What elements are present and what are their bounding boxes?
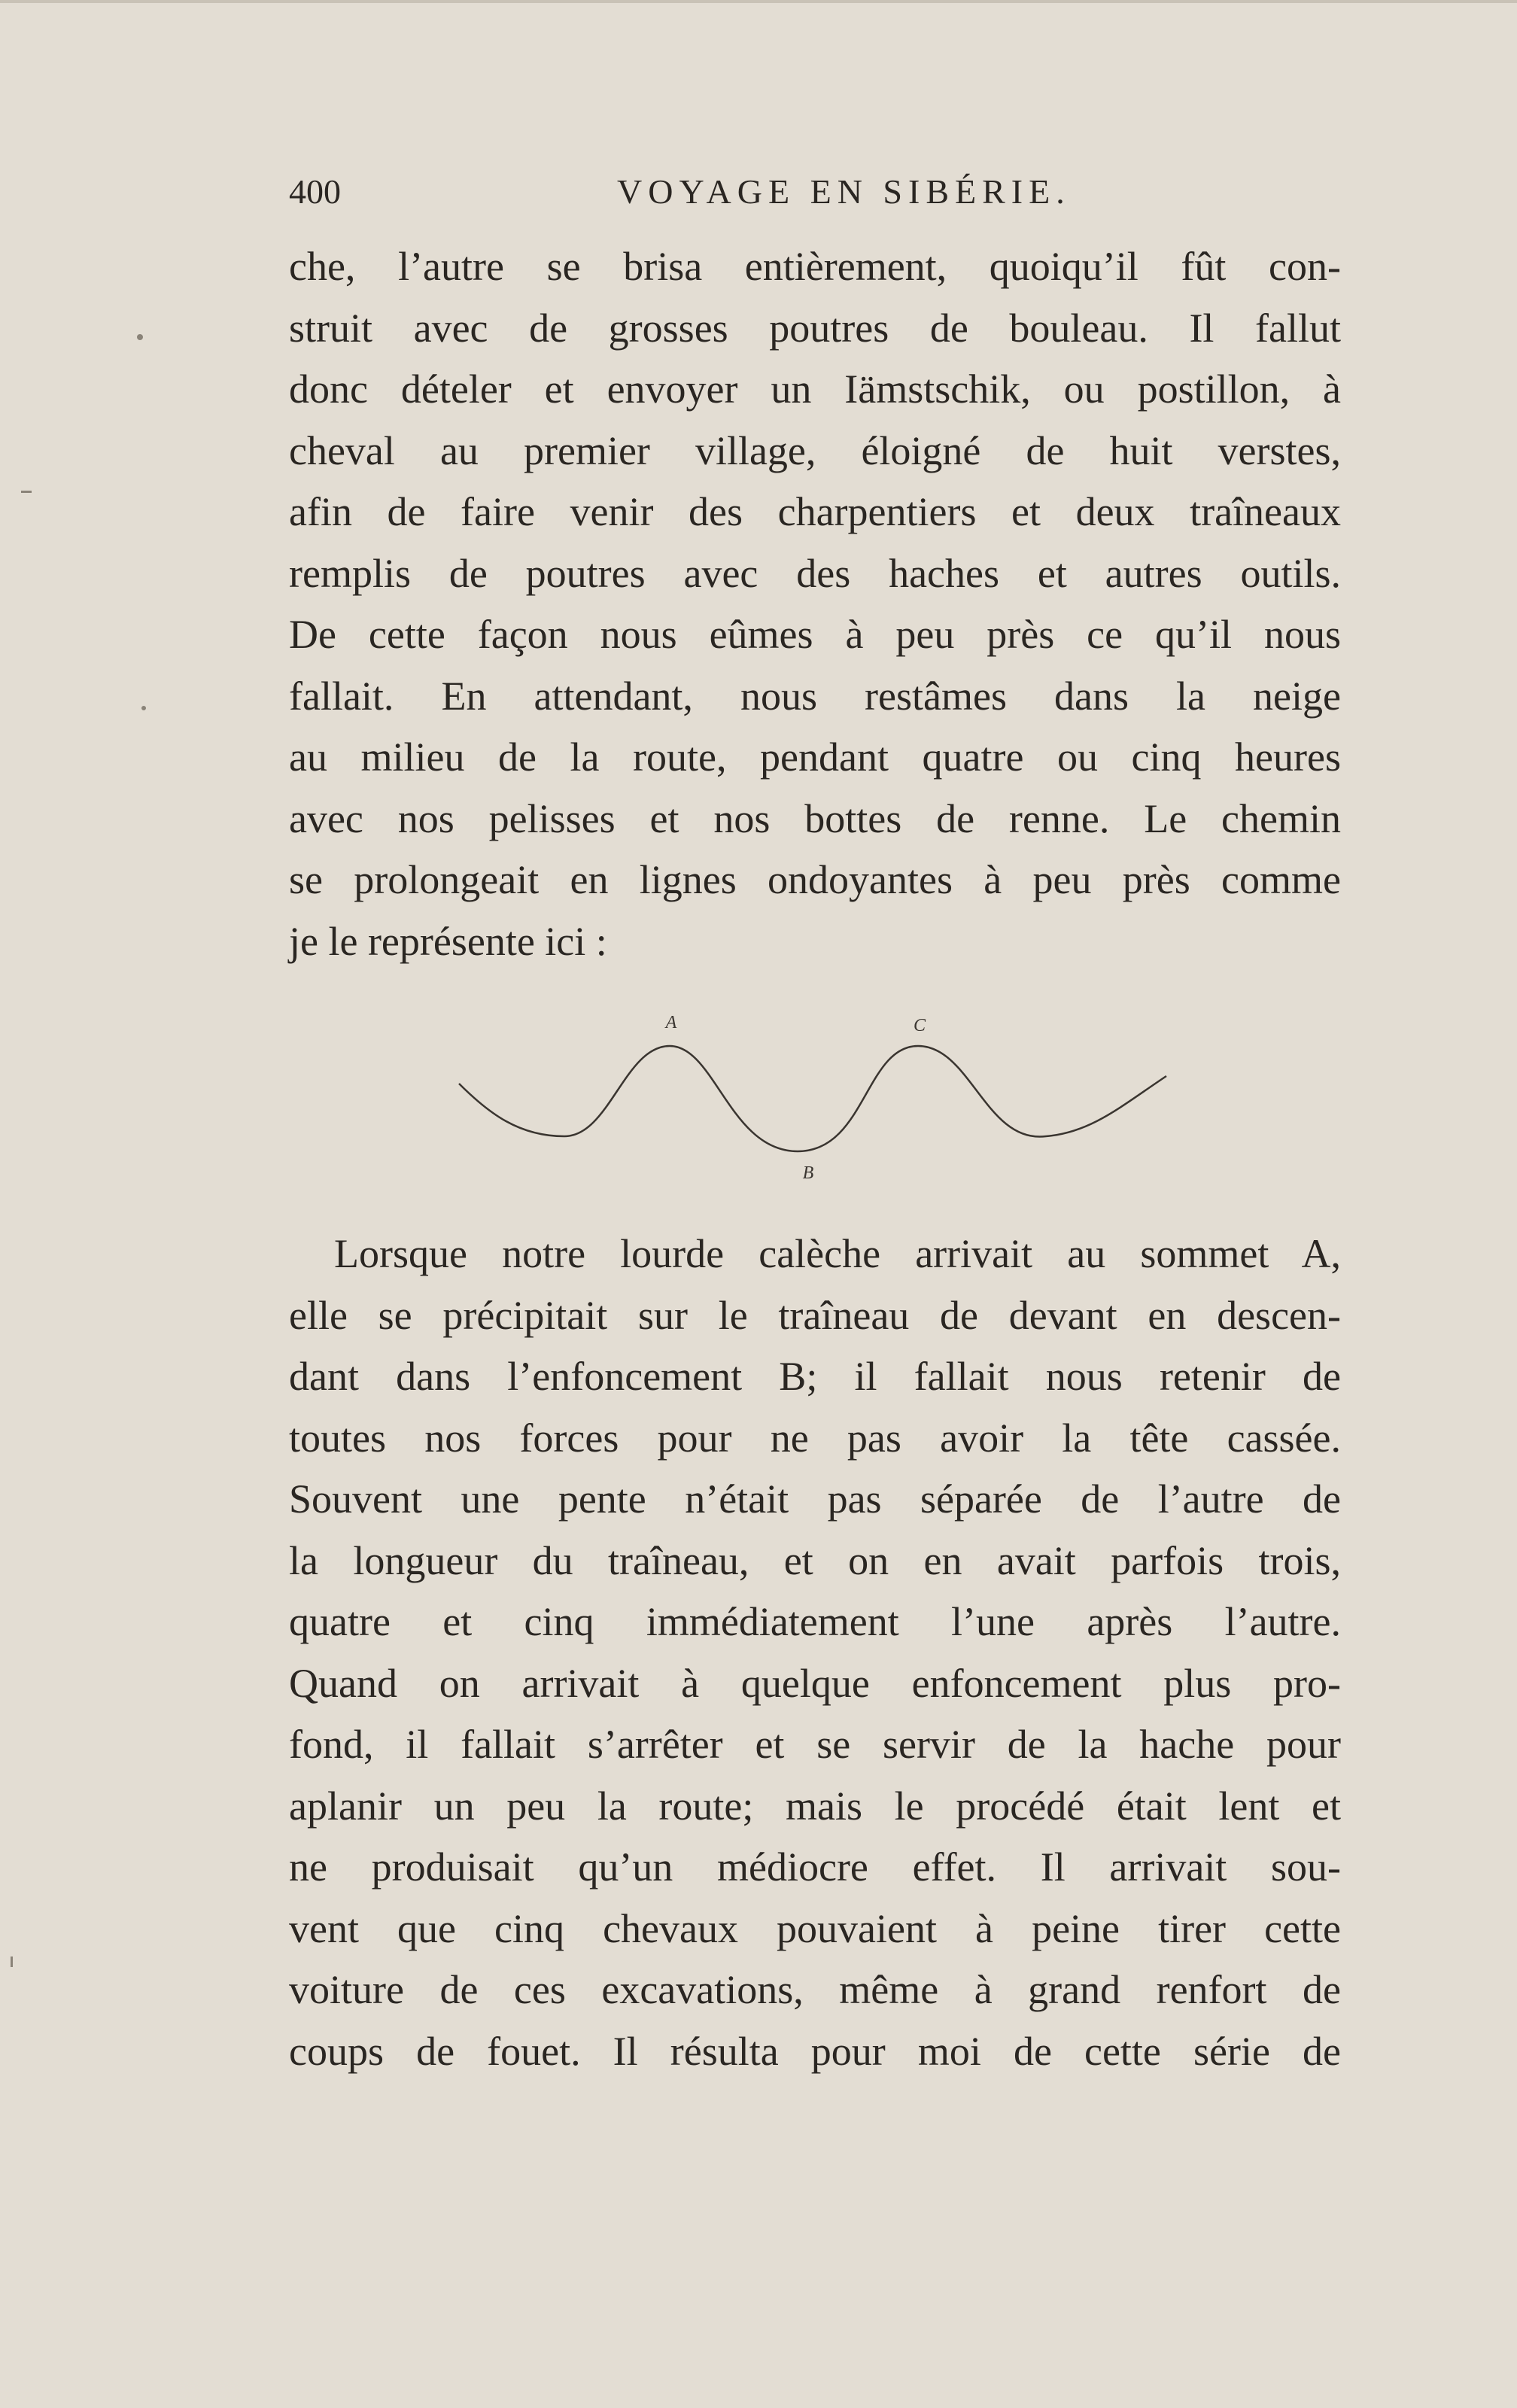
text-line: la longueur du traîneau, et on en avait parfois trois, — [289, 1537, 1341, 1583]
text-line: Quand on arrivait à quelque enfoncement plus pro- — [289, 1660, 1341, 1706]
text-line: je le représente ici : — [289, 918, 607, 964]
label-c: C — [913, 1016, 926, 1035]
text-line: aplanir un peu la route; mais le procédé était lent et — [289, 1783, 1341, 1829]
text-line: voiture de ces excavations, même à grand renfort de — [289, 1967, 1341, 2012]
text-line: vent que cinq chevaux pouvaient à peine tirer cette — [289, 1905, 1341, 1951]
text-line: donc dételer et envoyer un Iämstschik, ou postillon, à — [289, 366, 1341, 412]
text-line: se prolongeait en lignes ondoyantes à peu près comme — [289, 857, 1341, 902]
text-line: coups de fouet. Il résulta pour moi de cette série de — [289, 2028, 1341, 2074]
text-line: struit avec de grosses poutres de bouleau. Il fallut — [289, 305, 1341, 351]
text-line: De cette façon nous eûmes à peu près ce qu’il nous — [289, 612, 1341, 657]
wave-road-diagram — [444, 1008, 1181, 1189]
margin-speck — [141, 706, 146, 710]
margin-speck — [21, 491, 32, 493]
text-line: remplis de poutres avec des haches et autres outils. — [289, 550, 1341, 596]
margin-speck — [137, 334, 143, 340]
text-line: afin de faire venir des charpentiers et deux traîneaux — [289, 489, 1341, 534]
text-line: fallait. En attendant, nous restâmes dans la neige — [289, 673, 1341, 719]
text-line: Lorsque notre lourde calèche arrivait au sommet A, — [334, 1231, 1341, 1276]
running-title: VOYAGE EN SIBÉRIE. — [617, 172, 1071, 211]
text-line: elle se précipitait sur le traîneau de devant en descen- — [289, 1292, 1341, 1338]
text-line: au milieu de la route, pendant quatre ou cinq heures — [289, 734, 1341, 780]
text-line: fond, il fallait s’arrêter et se servir de la hache pour — [289, 1722, 1341, 1767]
text-line: quatre et cinq immédiatement l’une après l’autre. — [289, 1599, 1341, 1644]
margin-speck — [11, 1956, 13, 1967]
wave-curve — [459, 1046, 1166, 1151]
text-line: avec nos pelisses et nos bottes de renne. Le chemin — [289, 795, 1341, 841]
paragraph — [289, 1224, 1341, 2082]
text-line: Souvent une pente n’était pas séparée de l’autre de — [289, 1476, 1341, 1522]
page-header — [289, 172, 1342, 217]
page-number: 400 — [289, 172, 341, 211]
text-line: cheval au premier village, éloigné de huit verstes, — [289, 427, 1341, 473]
label-b: B — [802, 1163, 814, 1183]
text-line: toutes nos forces pour ne pas avoir la tête cassée. — [289, 1415, 1341, 1461]
scan-edge-rule — [0, 0, 1517, 3]
text-line: dant dans l’enfoncement B; il fallait nous retenir de — [289, 1354, 1341, 1399]
paragraph-continued — [289, 236, 1341, 972]
text-line: che, l’autre se brisa entièrement, quoiqu’il fût con- — [289, 244, 1341, 289]
text-line: ne produisait qu’un médiocre effet. Il arrivait sou- — [289, 1844, 1341, 1890]
label-a: A — [665, 1013, 677, 1032]
